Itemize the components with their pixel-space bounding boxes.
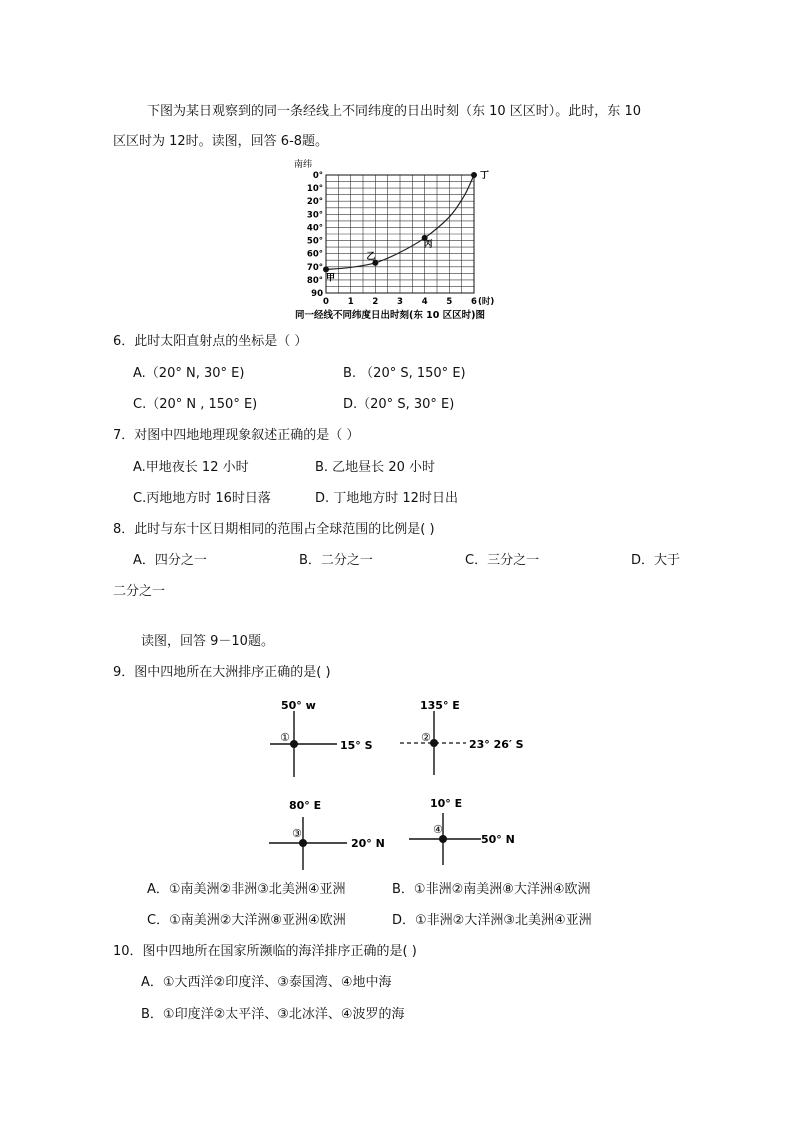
q7-option-a: A.甲地夜长 12 小时 — [133, 460, 249, 475]
q8-option-d-continued: 二分之一 — [113, 584, 166, 599]
q6-option-c: C.（20° N , 150° E) — [133, 397, 258, 412]
q9-option-c: C．①南美洲②大洋洲⑧亚洲④欧洲 — [147, 913, 346, 928]
x-tick-label: 0 — [323, 297, 329, 307]
chart-points — [323, 170, 489, 283]
q6-option-b: B. （20° S, 150° E) — [343, 366, 466, 381]
q10-option-a: A．①大西洋②印度洋、③泰国湾、④地中海 — [141, 975, 392, 990]
q8-option-c: C．三分之一 — [465, 553, 540, 568]
q8-option-d: D．大于 — [631, 553, 681, 568]
q9-option-b: B．①非洲②南美洲⑧大洋洲④欧洲 — [392, 882, 591, 897]
map-4-lon: 10° E — [430, 797, 463, 810]
x-unit-label: (时) — [478, 297, 495, 307]
map-2-lon: 135° E — [420, 699, 460, 712]
x-tick-label: 1 — [347, 297, 354, 307]
q9-option-d: D．①非洲②大洋洲③北美洲④亚洲 — [392, 913, 592, 928]
map-3-marker: ③ — [292, 827, 302, 840]
intro-line-1: 下图为某日观察到的同一条经线上不同纬度的日出时刻（东 10 区区时）。此时，东 10 — [147, 104, 641, 119]
q8-option-a: A．四分之一 — [133, 553, 207, 568]
y-tick-label: 40° — [306, 223, 323, 234]
y-tick-label: 20° — [306, 197, 323, 208]
map-4-lat: 50° N — [481, 833, 515, 846]
y-tick-label: 60° — [306, 249, 323, 260]
q8-stem: 8．此时与东十区日期相同的范围占全球范围的比例是( ) — [113, 522, 435, 537]
map-1-lon: 50° w — [281, 699, 316, 712]
q6-option-a: A.（20° N, 30° E) — [133, 366, 245, 381]
q6-stem: 6．此时太阳直射点的坐标是（ ） — [113, 334, 308, 349]
map-3-lon: 80° E — [289, 799, 322, 812]
x-tick-label: 3 — [397, 297, 403, 307]
x-tick-label: 6 — [471, 297, 477, 307]
y-tick-label: 30° — [306, 210, 323, 221]
y-tick-label: 0° — [312, 171, 323, 181]
data-point-label: 丁 — [480, 171, 490, 181]
y-tick-label: 70° — [306, 262, 323, 273]
y-tick-label: 90 — [311, 289, 323, 299]
location-map-4 — [405, 795, 535, 875]
data-point-label: 丙 — [423, 239, 433, 250]
q9-stem: 9．图中四地所在大洲排序正确的是( ) — [113, 665, 331, 680]
data-point — [323, 266, 329, 272]
q9-option-a: A．①南美洲②非洲③北美洲④亚洲 — [147, 882, 346, 897]
q7-option-d: D. 丁地地方时 12时日出 — [315, 491, 458, 506]
intro-line-2: 区区时为 12时。读图，回答 6-8题。 — [113, 134, 329, 149]
q10-option-b: B．①印度洋②太平洋、③北冰洋、④波罗的海 — [141, 1007, 405, 1022]
data-point-label: 甲 — [326, 273, 336, 284]
chart-grid — [326, 175, 474, 293]
map-2-lat: 23° 26′ S — [469, 738, 524, 751]
x-tick-label: 4 — [421, 297, 428, 307]
intro-9-10: 读图，回答 9－10题。 — [141, 634, 274, 649]
location-map-1 — [265, 695, 385, 785]
location-map-3 — [265, 795, 395, 880]
chart-title: 同一经线不同纬度日出时刻(东 10 区区时)图 — [295, 310, 486, 321]
q10-stem: 10．图中四地所在国家所濒临的海洋排序正确的是( ) — [113, 944, 417, 959]
q7-option-b: B. 乙地昼长 20 小时 — [315, 460, 435, 475]
x-tick-label: 2 — [372, 297, 379, 307]
chart-x-ticks — [323, 296, 494, 307]
y-tick-label: 10° — [306, 184, 323, 195]
x-tick-label: 5 — [446, 297, 453, 307]
map-2-marker: ② — [421, 731, 431, 744]
q7-option-c: C.丙地地方时 16时日落 — [133, 491, 271, 506]
map-3-lat: 20° N — [351, 837, 385, 850]
y-tick-label: 50° — [306, 236, 323, 247]
q6-option-d: D.（20° S, 30° E) — [343, 397, 455, 412]
y-tick-label: 80° — [306, 275, 323, 286]
chart-y-ticks — [307, 171, 323, 299]
data-point-label: 乙 — [366, 251, 376, 262]
map-1-marker: ① — [280, 731, 290, 744]
map-4-marker: ④ — [433, 823, 443, 836]
sunrise-latitude-chart — [292, 155, 512, 325]
chart-ylabel: 南纬 — [294, 160, 313, 170]
data-point — [471, 172, 477, 178]
map-1-lat: 15° S — [340, 739, 373, 752]
q8-option-b: B．二分之一 — [299, 553, 373, 568]
q7-stem: 7．对图中四地地理现象叙述正确的是（ ） — [113, 428, 360, 443]
location-map-2 — [398, 695, 538, 785]
